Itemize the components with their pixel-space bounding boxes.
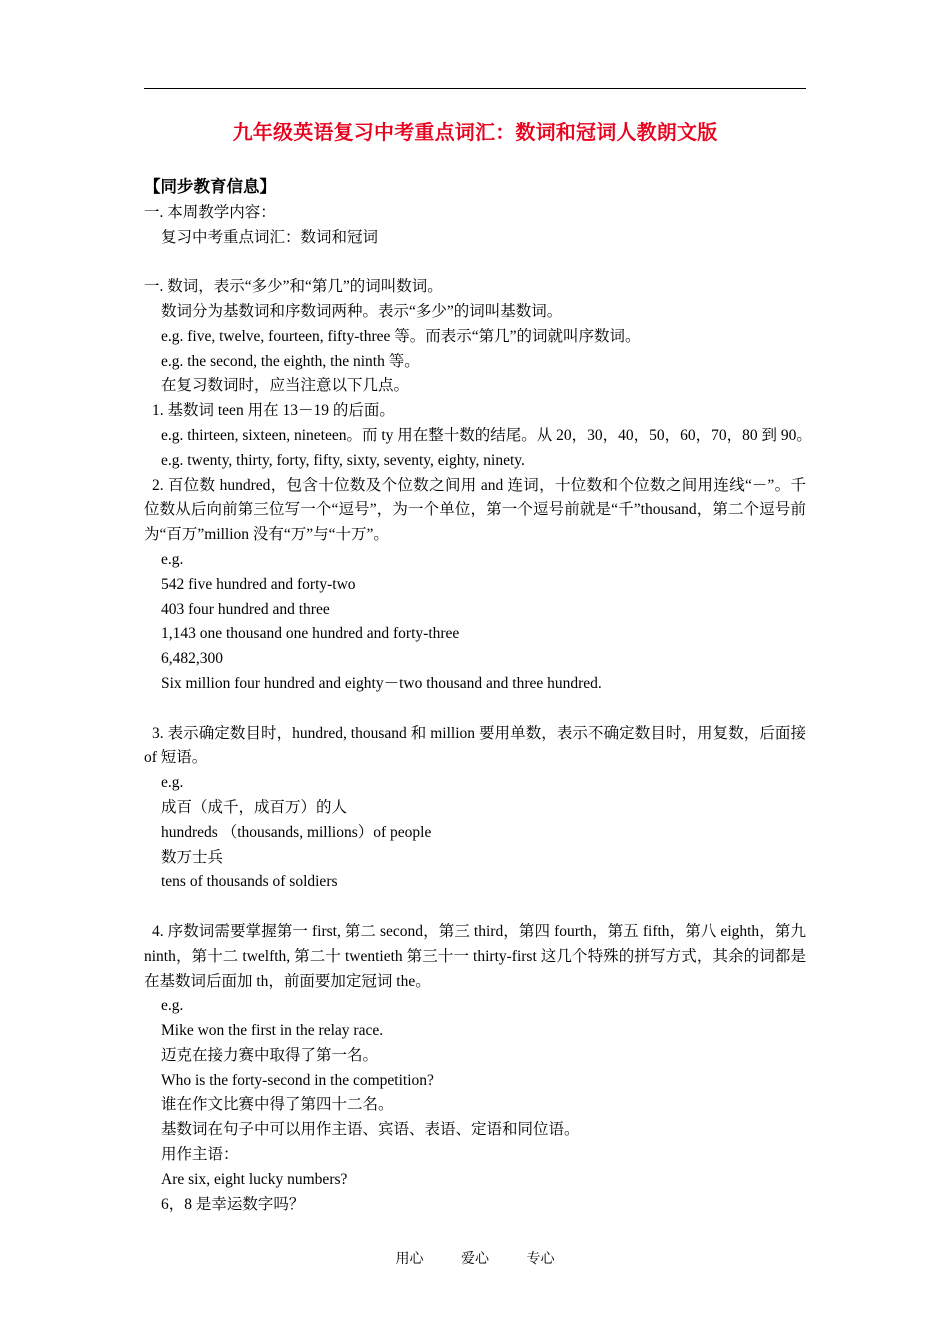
text-line: Six million four hundred and eighty－two thousand and three hundred. <box>161 674 602 692</box>
text-line: 数词分为基数词和序数词两种。表示“多少”的词叫基数词。 <box>161 302 563 320</box>
text-line: 成百（成千，成百万）的人 <box>161 798 348 816</box>
text-line: Who is the forty-second in the competition? <box>161 1071 434 1089</box>
footer-word: 爱心 <box>461 1252 489 1267</box>
text-line: 基数词在句子中可以用作主语、宾语、表语、定语和同位语。 <box>161 1121 580 1139</box>
section-heading: 【同步教育信息】 <box>144 177 276 196</box>
paragraph: 4. 序数词需要掌握第一 first, 第二 second，第三 third，第四 fourth，第五 fifth，第八 eighth，第九 ninth，第十二 twelfth, 第二十 twentieth 第三十一 thirty-first 这几个特殊的拼写方式，其余的词都是在基数词后面加 th，前面要加定冠词 the。 <box>144 922 806 990</box>
text-line: 1. 基数词 teen 用在 13－19 的后面。 <box>152 402 395 420</box>
text-line: 数万士兵 <box>161 848 224 866</box>
text-line: 复习中考重点词汇：数词和冠词 <box>161 228 379 246</box>
text-line: e.g. the second, the eighth, the ninth 等。 <box>161 352 420 370</box>
header-rule <box>144 88 806 89</box>
footer-word: 用心 <box>395 1252 424 1267</box>
text-line: e.g. thirteen, sixteen, nineteen。而 ty 用在整十数的结尾。从 20，30，40，50，60，70，80 到 90。 <box>161 426 812 444</box>
page-footer <box>0 1248 950 1268</box>
text-line: Are six, eight lucky numbers? <box>161 1170 348 1188</box>
text-line: e.g. five, twelve, fourteen, fifty-three 等。而表示“第几”的词就叫序数词。 <box>161 327 641 345</box>
text-line: 6,482,300 <box>161 650 223 668</box>
text-line: 1,143 one thousand one hundred and forty-three <box>161 625 460 643</box>
paragraph: 2. 百位数 hundred，包含十位数及个位数之间用 and 连词，十位数和个位数之间用连线“－”。千位数从后向前第三位写一个“逗号”，为一个单位，第一个逗号前就是“千”thousand，第二个逗号前为“百万”million 没有“万”与“十万”。 <box>144 476 806 544</box>
text-line: 一. 本周教学内容： <box>144 203 276 221</box>
text-line: hundreds （thousands, millions）of people <box>161 823 432 841</box>
text-line: 542 five hundred and forty-two <box>161 575 356 593</box>
footer-word: 专心 <box>526 1252 555 1267</box>
text-line: 谁在作文比赛中得了第四十二名。 <box>161 1096 394 1114</box>
text-line: tens of thousands of soldiers <box>161 873 338 891</box>
text-line: e.g. <box>161 774 184 792</box>
text-line: Mike won the first in the relay race. <box>161 1022 384 1040</box>
text-line: e.g. <box>161 550 184 568</box>
text-line: 一. 数词，表示“多少”和“第几”的词叫数词。 <box>144 278 443 296</box>
document-body <box>144 175 812 1217</box>
text-line: e.g. <box>161 997 184 1015</box>
text-line: 迈克在接力赛中取得了第一名。 <box>161 1046 379 1064</box>
paragraph: 3. 表示确定数目时，hundred, thousand 和 million 要用单数，表示不确定数目时，用复数，后面接 of 短语。 <box>144 724 806 767</box>
text-line: 在复习数词时，应当注意以下几点。 <box>161 377 410 395</box>
text-line: 403 four hundred and three <box>161 600 330 618</box>
text-line: 6，8 是幸运数字吗？ <box>161 1195 305 1213</box>
document-title: 九年级英语复习中考重点词汇：数词和冠词人教朗文版 <box>232 122 718 144</box>
text-line: e.g. twenty, thirty, forty, fifty, sixty, seventy, eighty, ninety. <box>161 451 525 469</box>
text-line: 用作主语： <box>161 1146 239 1164</box>
